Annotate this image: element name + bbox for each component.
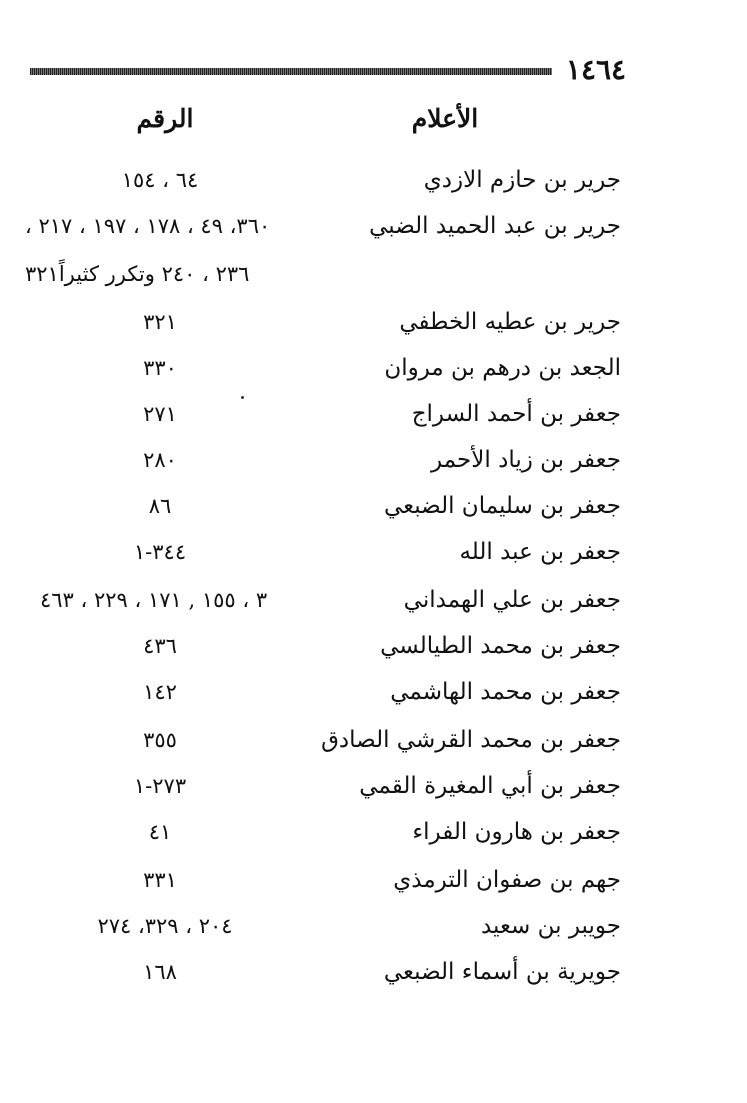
entry-name: جرير بن حازم الازدي bbox=[423, 167, 621, 193]
entry-name: جعفر بن محمد الطيالسي bbox=[380, 633, 621, 659]
index-entry bbox=[0, 672, 747, 712]
entry-name: جرير بن عبد الحميد الضبي bbox=[369, 213, 621, 239]
entry-refs: ٢٠٤ ، ٣٢٩، ٢٧٤ bbox=[97, 914, 233, 938]
index-entry bbox=[0, 348, 747, 388]
entry-refs: ٤١ bbox=[148, 820, 172, 844]
entry-name: جعفر بن هارون الفراء bbox=[412, 819, 621, 845]
entry-name: جويرية بن أسماء الضبعي bbox=[383, 959, 621, 985]
entry-refs: ٣٥٥ bbox=[143, 728, 177, 752]
entry-name: الجعد بن درهم بن مروان bbox=[384, 355, 621, 381]
entry-refs: ٢٨٠ bbox=[143, 448, 177, 472]
entry-refs: ١٦٨ bbox=[143, 960, 177, 984]
entry-refs: ٦٤ ، ١٥٤ bbox=[121, 168, 199, 192]
index-entry bbox=[0, 440, 747, 480]
numbers-column-header: الرقم bbox=[136, 104, 194, 133]
index-entry bbox=[0, 812, 747, 852]
entry-name: جعفر بن سليمان الضبعي bbox=[383, 493, 621, 519]
entry-name: جعفر بن زياد الأحمر bbox=[431, 447, 621, 473]
entry-refs: ٢٧٣-١ bbox=[133, 774, 187, 798]
entry-refs: ٣٦٠، ٤٩ ، ١٧٨ ، ١٩٧ ، ٢١٧ ، bbox=[25, 214, 271, 238]
entry-refs: ٣٢١ bbox=[143, 310, 177, 334]
print-speck bbox=[241, 396, 244, 399]
index-entry bbox=[0, 206, 747, 246]
index-entry bbox=[0, 580, 747, 620]
index-entry bbox=[0, 160, 747, 200]
entry-refs: ١٤٢ bbox=[143, 680, 177, 704]
page-number: ١٤٦٤ bbox=[565, 53, 627, 86]
index-entry bbox=[0, 766, 747, 806]
header-rule bbox=[30, 68, 552, 75]
names-column-header: الأعلام bbox=[411, 104, 479, 133]
index-entry bbox=[0, 626, 747, 666]
entry-name: جهم بن صفوان الترمذي bbox=[393, 867, 621, 893]
entry-refs: ٨٦ bbox=[148, 494, 172, 518]
entry-refs: ٤٣٦ bbox=[143, 634, 177, 658]
index-entry bbox=[0, 254, 747, 294]
index-entry bbox=[0, 860, 747, 900]
index-entry bbox=[0, 486, 747, 526]
entry-name: جعفر بن محمد الهاشمي bbox=[390, 679, 621, 705]
entry-name: جعفر بن أبي المغيرة القمي bbox=[359, 773, 621, 799]
entry-refs: ٢٣٦ ، ٢٤٠ وتكرر كثيراً٣٢١ bbox=[25, 262, 250, 286]
index-entry bbox=[0, 394, 747, 434]
entry-refs: ٣٤٤-١ bbox=[133, 540, 187, 564]
entry-name: جعفر بن أحمد السراج bbox=[411, 401, 621, 427]
index-entry bbox=[0, 952, 747, 992]
index-entry bbox=[0, 532, 747, 572]
entry-name: جعفر بن عبد الله bbox=[459, 539, 621, 565]
entry-refs: ٣٣١ bbox=[143, 868, 177, 892]
entry-refs: ٢٧١ bbox=[143, 402, 177, 426]
index-entry bbox=[0, 302, 747, 342]
entry-refs: ٣ ، ١٥٥ , ١٧١ ، ٢٢٩ ، ٤٦٣ bbox=[40, 588, 268, 612]
entry-refs: ٣٣٠ bbox=[143, 356, 177, 380]
entry-name: جويبر بن سعيد bbox=[480, 913, 621, 939]
entry-name: جعفر بن محمد القرشي الصادق bbox=[321, 727, 621, 753]
index-entry bbox=[0, 906, 747, 946]
entry-name: جعفر بن علي الهمداني bbox=[403, 587, 621, 613]
entry-name: جرير بن عطيه الخطفي bbox=[399, 309, 621, 335]
index-entry bbox=[0, 720, 747, 760]
column-headers bbox=[0, 104, 747, 144]
